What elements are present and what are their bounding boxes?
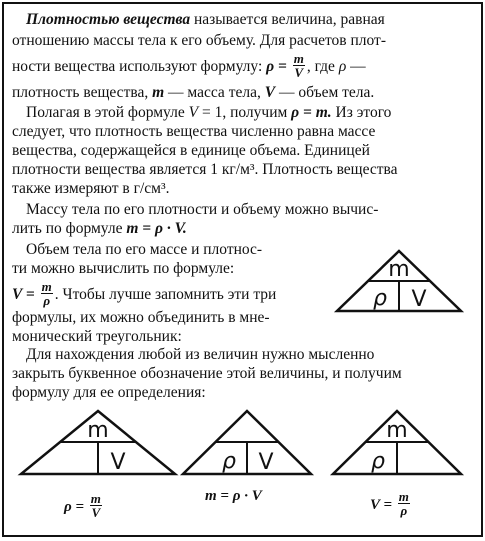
triangle-volume-letter-m: m [386,418,408,443]
paragraph-5-line-2: закрыть буквенное обозначение этой величины, и получим [12,365,402,382]
paragraph-2-line-1: Полагая в этой формуле V = 1, получим ρ = m. Из этого [26,104,392,121]
formula-mass: m = ρ · V [205,488,262,504]
paragraph-1-line-4: плотность вещества, m — масса тела, V — объем тела. [12,84,375,101]
triangle-mass-letter-rho: ρ [222,449,236,474]
paragraph-3-line-1: Массу тела по его плотности и объему можно вычис- [26,201,379,218]
formula-volume: V = $\frac{m}{\rho}$ [370,489,409,518]
paragraph-2-line-5: также измеряют в г/см³. [12,180,170,197]
paragraph-5-line-1: Для нахождения любой из величин нужно мысленно [26,346,375,363]
textbook-page [2,2,483,537]
triangle-density [18,408,178,478]
paragraph-2-line-2: следует, что плотность вещества численно равна массе [12,123,376,140]
formula-density: ρ = $\frac{m}{V}$ [64,491,101,520]
triangle-letter-rho: ρ [373,286,387,311]
term-density: Плотностью вещества [26,11,191,28]
paragraph-1-line-2: отношению массы тела к его объему. Для расчетов плот- [12,32,386,49]
paragraph-1-line-3: ности вещества используют формулу: ρ = $\frac{m}{V}$ , где ρ — [12,51,366,80]
triangle-density-letter-v: V [110,450,126,475]
triangle-volume-letter-rho: ρ [371,449,385,474]
triangle-mass [180,408,314,478]
density-fraction: $\frac{m}{V}$ [293,51,304,80]
mnemonic-triangle-main [334,248,464,314]
paragraph-4-line-4: формулы, их можно объединить в мне- [12,309,270,326]
triangle-density-letter-m: m [87,418,109,443]
triangle-volume [330,408,464,478]
paragraph-5-line-3: формулу для ее определения: [12,384,206,401]
paragraph-1-line-1: Плотностью вещества называется величина, равная [26,11,385,28]
paragraph-2-line-3: вещества, содержащейся в единице объема. Единицей [12,142,370,159]
triangle-letter-m: m [388,257,410,282]
paragraph-4-line-1: Объем тела по его массе и плотнос- [26,241,263,258]
triangle-letter-v: V [411,287,427,312]
paragraph-3-line-2: лить по формуле m = ρ · V. [12,220,187,237]
triangle-mass-letter-v: V [258,450,274,475]
volume-fraction: $\frac{m}{\rho}$ [41,279,52,308]
paragraph-4-line-3: V = $\frac{m}{\rho}$ . Чтобы лучше запомнить эти три [12,279,277,308]
paragraph-2-line-4: плотности вещества является 1 кг/м³. Плотность вещества [12,161,398,178]
mass-formula: m = ρ · V. [126,220,187,237]
paragraph-4-line-5: монический треугольник: [12,328,182,345]
paragraph-4-line-2: ти можно вычислить по формуле: [12,260,235,277]
